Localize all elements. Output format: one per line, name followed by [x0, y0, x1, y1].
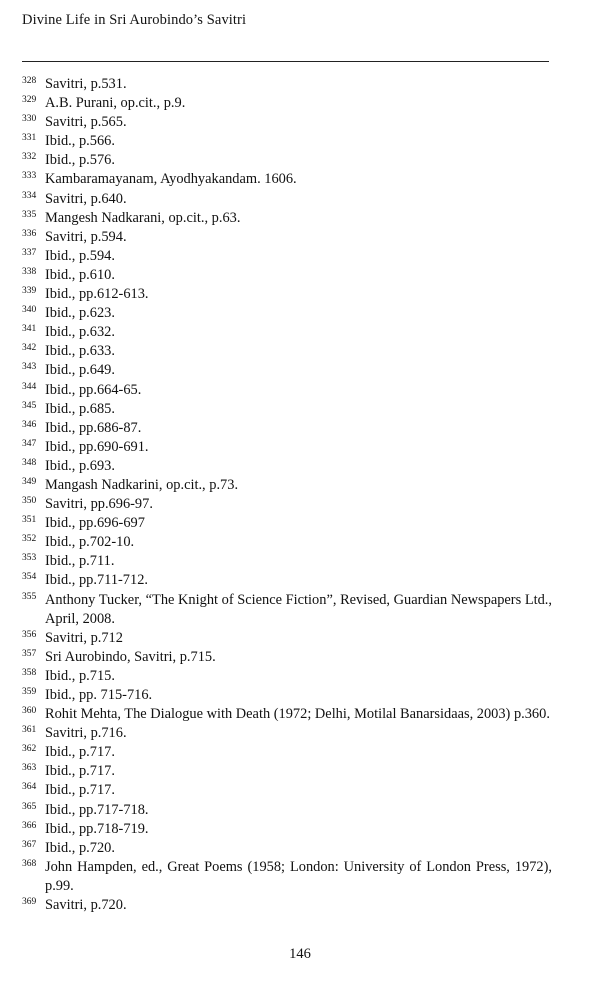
footnote-text: Ibid., p.633.	[45, 343, 115, 360]
footnote-text: Savitri, p.531.	[45, 76, 127, 92]
footnote-number: 340	[22, 305, 37, 316]
footnote-item	[22, 571, 552, 590]
footnote-text: Mangash Nadkarini, op.cit., p.73.	[45, 476, 239, 493]
footnote-text: Savitri, p.594.	[45, 228, 127, 245]
footnote-text: Ibid., p.717.	[45, 782, 115, 799]
footnote-item	[22, 342, 552, 361]
footnote-number: 328	[22, 76, 37, 86]
footnote-number: 360	[22, 706, 37, 717]
header-rule	[22, 61, 549, 62]
footnote-number: 367	[22, 839, 37, 850]
footnote-item	[22, 839, 552, 858]
footnote-item	[22, 285, 552, 304]
footnote-text: Ibid., pp. 715-716.	[45, 687, 153, 703]
footnote-number: 352	[22, 534, 37, 545]
footnote-number: 335	[22, 209, 37, 220]
footnote-text: Rohit Mehta, The Dialogue with Death (1972; Delhi, Motilal Banarsidaas, 2003) p.360.	[45, 706, 550, 723]
footnote-item	[22, 304, 552, 323]
footnote-item	[22, 686, 552, 705]
footnote-item	[22, 820, 552, 839]
footnote-item	[22, 381, 552, 400]
footnote-number: 362	[22, 744, 37, 755]
footnote-text: Ibid., p.685.	[45, 400, 115, 417]
footnote-text: Ibid., p.702-10.	[45, 534, 135, 551]
footnote-text: Savitri, p.712	[45, 629, 123, 646]
footnote-number: 348	[22, 457, 37, 468]
footnote-number: 344	[22, 381, 37, 392]
footnote-number: 339	[22, 286, 37, 297]
footnote-text: Ibid., pp.711-712.	[45, 572, 148, 589]
footnote-number: 356	[22, 629, 37, 640]
footnote-number: 368	[22, 858, 37, 869]
footnote-number: 369	[22, 897, 37, 908]
footnote-item	[22, 495, 552, 514]
footnote-item	[22, 75, 552, 94]
footnote-text: Ibid., p.693.	[45, 457, 115, 474]
footnote-number: 357	[22, 648, 37, 659]
footnote-number: 366	[22, 820, 37, 831]
footnote-text: Savitri, p.720.	[45, 897, 127, 914]
footnote-text: Savitri, p.565.	[45, 114, 127, 131]
footnote-number: 341	[22, 324, 37, 335]
footnote-number: 358	[22, 667, 37, 678]
footnote-number: 329	[22, 95, 37, 106]
footnote-number: 342	[22, 343, 37, 354]
footnote-text: Kambaramayanam, Ayodhyakandam. 1606.	[45, 171, 297, 188]
footnote-number: 346	[22, 419, 37, 430]
footnote-item	[22, 438, 552, 457]
footnote-item	[22, 629, 552, 648]
footnote-number: 350	[22, 496, 37, 507]
footnote-number: 364	[22, 782, 37, 793]
footnote-item	[22, 209, 552, 228]
footnote-item	[22, 94, 552, 113]
footnote-text: Ibid., p.610.	[45, 266, 115, 283]
footnote-number: 363	[22, 763, 37, 774]
footnote-item	[22, 457, 552, 476]
footnote-text: Ibid., pp.612-613.	[45, 286, 149, 303]
footnote-text: Ibid., p.594.	[45, 247, 115, 264]
footnote-item	[22, 247, 552, 266]
footnote-item	[22, 648, 552, 667]
footnote-text: Ibid., pp.686-87.	[45, 419, 142, 436]
footnote-item	[22, 743, 552, 762]
footnote-item	[22, 801, 552, 820]
footnote-item	[22, 724, 552, 743]
footnote-item	[22, 667, 552, 686]
footnote-number: 333	[22, 171, 37, 182]
footnote-text: Sri Aurobindo, Savitri, p.715.	[45, 648, 216, 665]
footnote-item	[22, 323, 552, 342]
footnote-text: Ibid., p.715.	[45, 667, 115, 684]
footnote-text: John Hampden, ed., Great Poems (1958; London: University of London Press, 1972), p.99.	[45, 858, 552, 894]
footnote-number: 330	[22, 114, 37, 125]
footnote-number: 331	[22, 133, 37, 144]
footnote-text: Ibid., p.566.	[45, 133, 115, 150]
footnote-text: Ibid., p.632.	[45, 324, 115, 341]
footnote-list	[22, 75, 552, 915]
footnote-item	[22, 858, 552, 896]
footnote-number: 349	[22, 476, 37, 487]
footnote-item	[22, 266, 552, 285]
footnote-number: 353	[22, 553, 37, 564]
footnote-item	[22, 533, 552, 552]
footnote-item	[22, 781, 552, 800]
footnote-item	[22, 151, 552, 170]
footnote-number: 365	[22, 801, 37, 812]
footnote-text: Savitri, p.640.	[45, 190, 127, 207]
footnote-number: 338	[22, 266, 37, 277]
footnote-item	[22, 400, 552, 419]
footnote-number: 345	[22, 400, 37, 411]
footnote-text: Ibid., pp.664-65.	[45, 381, 142, 398]
footnote-item	[22, 591, 552, 629]
footnote-number: 336	[22, 228, 37, 239]
footnote-text: Ibid., pp.717-718.	[45, 801, 149, 818]
footnote-number: 347	[22, 438, 37, 449]
footnote-number: 351	[22, 515, 37, 526]
footnote-text: Ibid., p.649.	[45, 362, 115, 379]
footnote-item	[22, 514, 552, 533]
footnote-text: Mangesh Nadkarani, op.cit., p.63.	[45, 209, 241, 226]
footnote-item	[22, 113, 552, 132]
footnote-text: Ibid., p.711.	[45, 553, 115, 570]
footnote-item	[22, 762, 552, 781]
footnote-text: Ibid., pp.718-719.	[45, 820, 149, 837]
footnote-number: 354	[22, 572, 37, 583]
footnote-item	[22, 705, 552, 724]
footnote-text: Savitri, pp.696-97.	[45, 496, 153, 513]
footnote-text: Ibid., p.576.	[45, 152, 115, 169]
footnote-item	[22, 419, 552, 438]
footnote-item	[22, 228, 552, 247]
footnote-item	[22, 552, 552, 571]
footnote-text: Anthony Tucker, “The Knight of Science Fiction”, Revised, Guardian Newspapers Ltd., April, 2008.	[45, 591, 552, 627]
footnote-text: Ibid., pp.690-691.	[45, 438, 149, 455]
footnote-item	[22, 190, 552, 209]
footnote-text: Savitri, p.716.	[45, 725, 127, 742]
footnote-text: Ibid., p.717.	[45, 744, 115, 761]
footnote-item	[22, 170, 552, 189]
footnote-number: 334	[22, 190, 37, 201]
running-head: Divine Life in Sri Aurobindo’s Savitri	[22, 12, 247, 28]
footnote-number: 343	[22, 362, 37, 373]
footnote-item	[22, 896, 552, 915]
footnote-number: 355	[22, 591, 37, 602]
footnote-number: 332	[22, 152, 37, 163]
footnote-number: 359	[22, 687, 37, 697]
page-number: 146	[289, 946, 311, 962]
footnote-number: 337	[22, 247, 37, 258]
footnote-text: Ibid., pp.696-697	[45, 515, 145, 532]
footnote-number: 361	[22, 725, 37, 736]
footnote-item	[22, 476, 552, 495]
footnote-text: Ibid., p.623.	[45, 305, 115, 322]
footnote-text: A.B. Purani, op.cit., p.9.	[45, 95, 186, 112]
footnote-item	[22, 132, 552, 151]
footnote-item	[22, 361, 552, 380]
footnote-text: Ibid., p.720.	[45, 839, 115, 856]
footnote-text: Ibid., p.717.	[45, 763, 115, 780]
